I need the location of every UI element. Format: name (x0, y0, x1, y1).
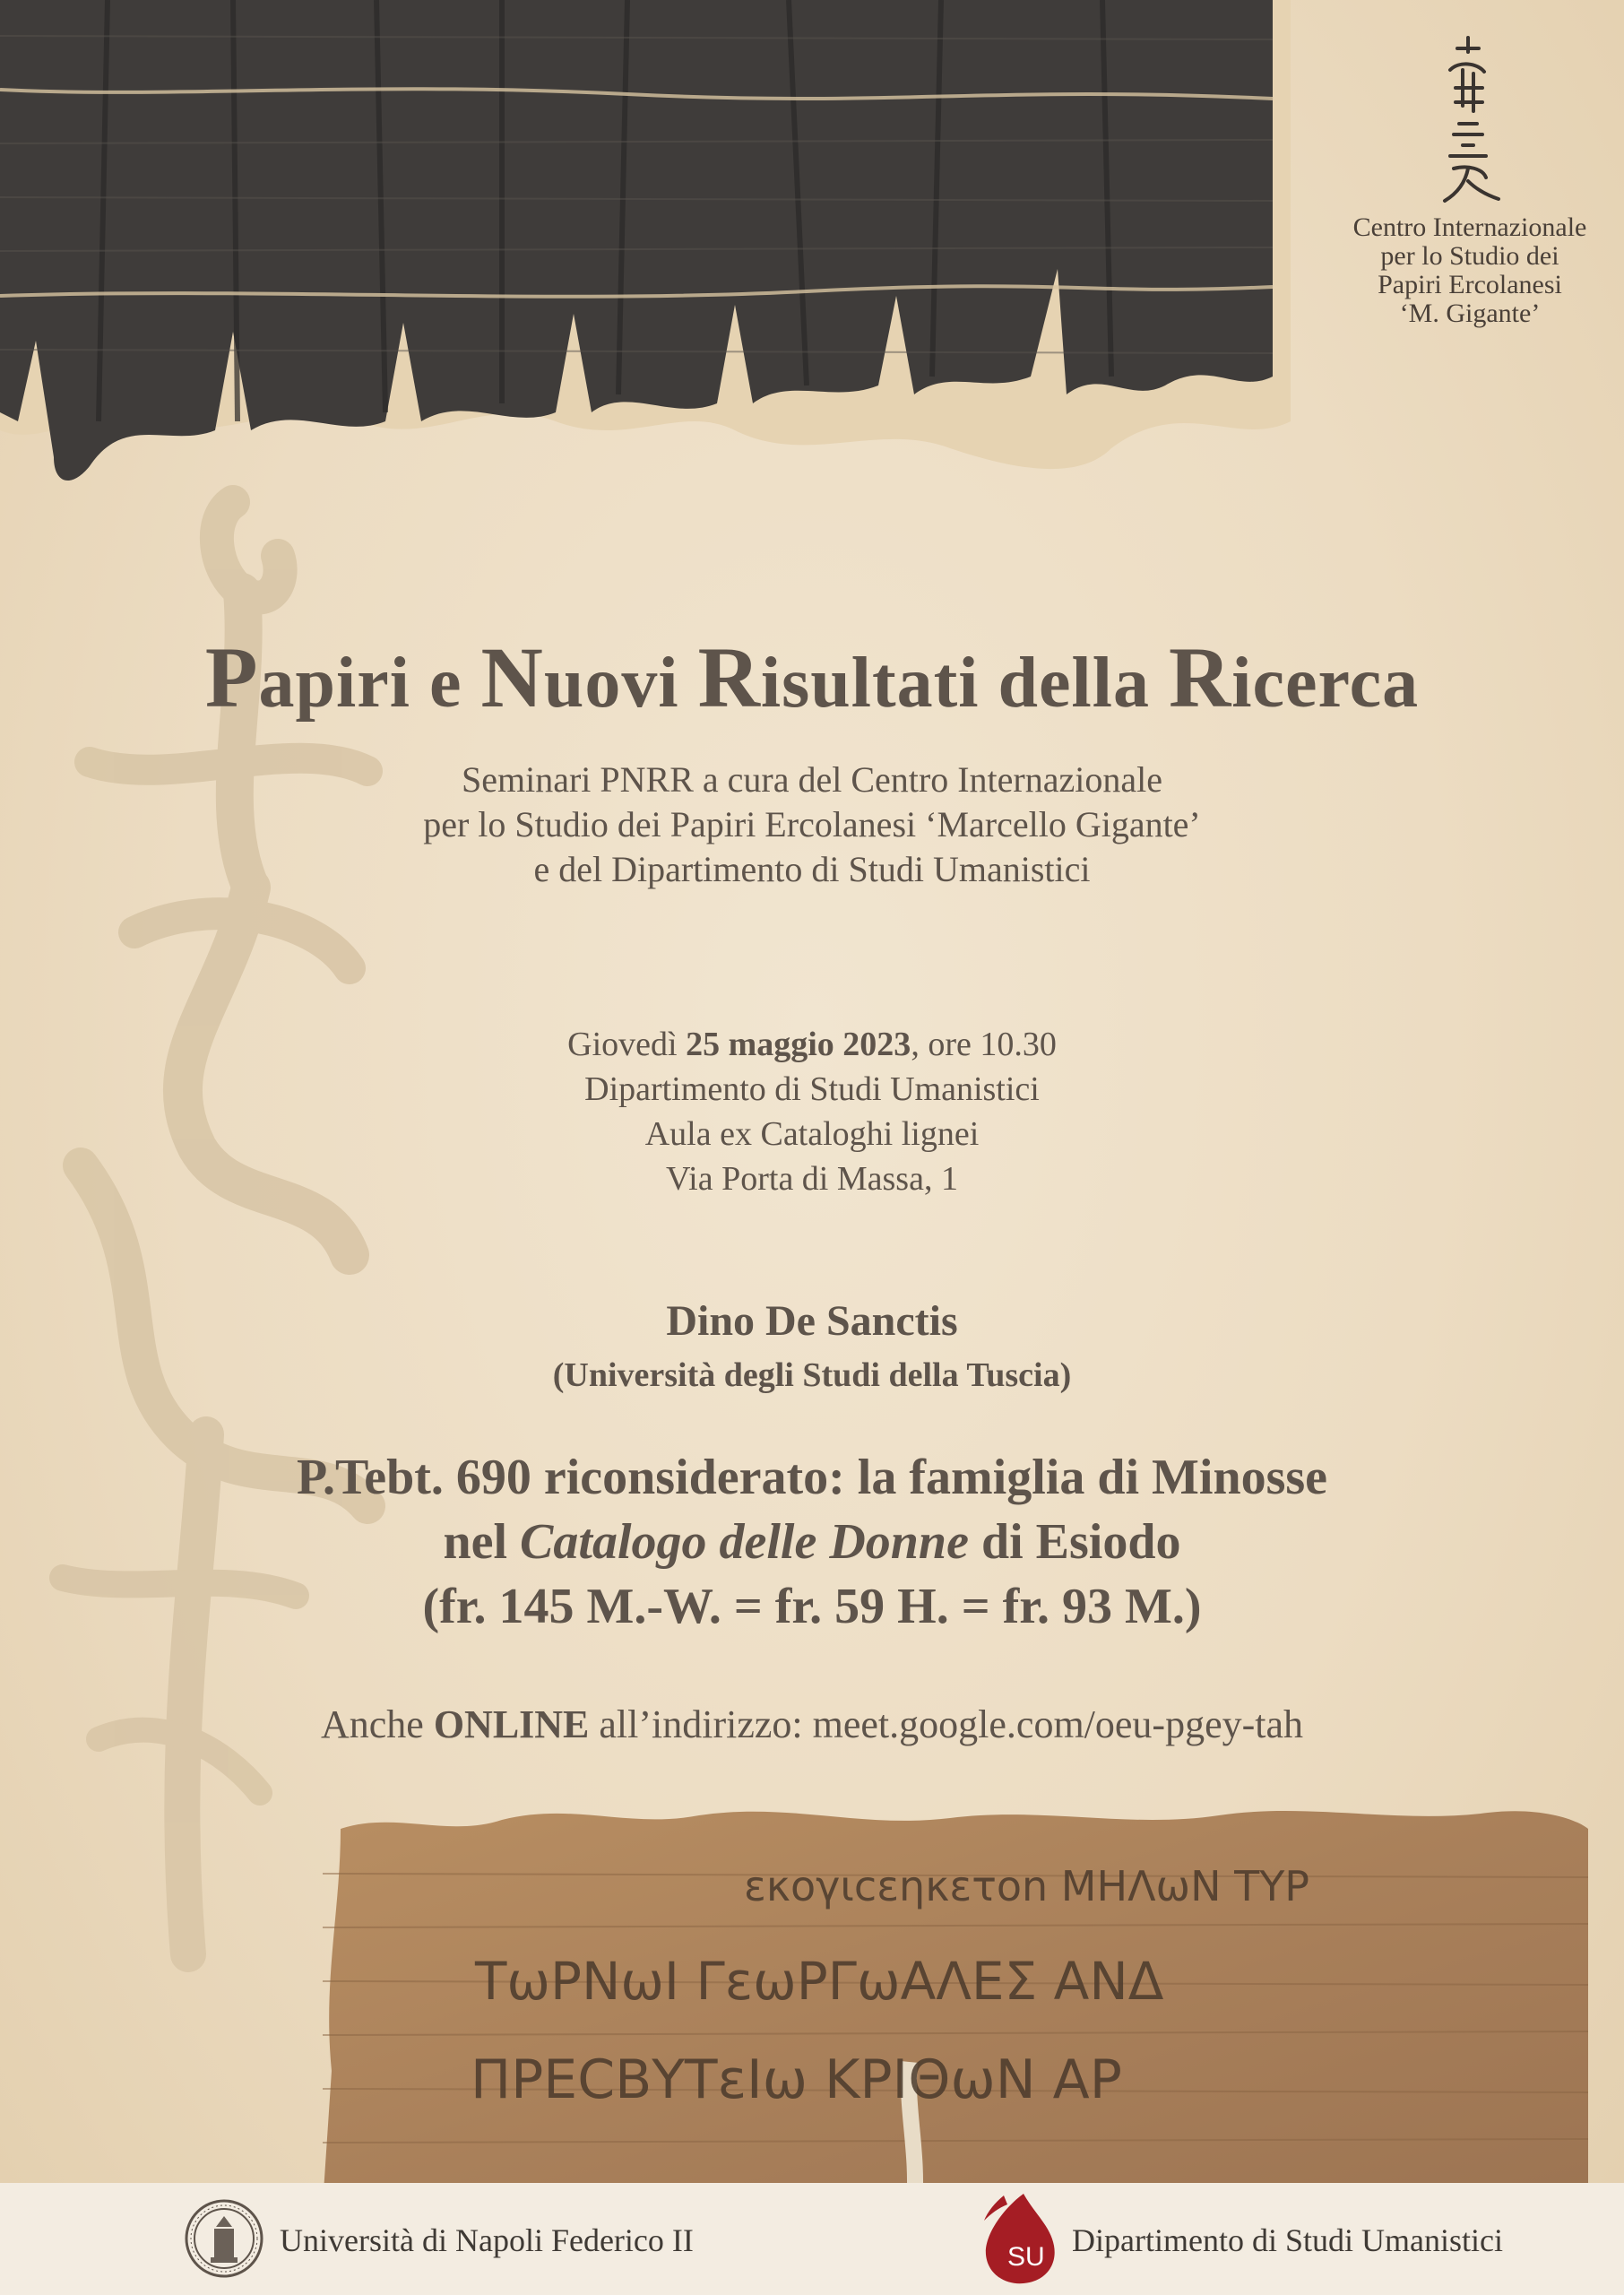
speaker-affiliation: (Università degli Studi della Tuscia) (552, 1356, 1072, 1394)
title-cap: R (1168, 629, 1232, 725)
talk-line: (fr. 145 M.-W. = fr. 59 H. = fr. 93 M.) (422, 1579, 1202, 1634)
svg-text:SU: SU (1007, 2242, 1045, 2272)
title-cap: R (697, 629, 761, 725)
university-seal-icon (184, 2198, 264, 2279)
online-link[interactable]: all’indirizzo: meet.google.com/oeu-pgey-tah (589, 1702, 1304, 1746)
papyrus-line-2: ΤωΡΝωΙ ΓεωΡΓωΑΛΕΣ ΑΝΔ (475, 1951, 1164, 2012)
papyrus-fragment-image (323, 1802, 1588, 2205)
subtitle-line: e del Dipartimento di Studi Umanistici (533, 849, 1091, 889)
subtitle-line: Seminari PNRR a cura del Centro Internazionale (462, 759, 1162, 800)
cispe-name (1326, 213, 1613, 328)
online-pre: Anche (320, 1702, 434, 1746)
online-bold: ONLINE (433, 1702, 590, 1746)
title-cap: N (480, 629, 544, 725)
talk-line (0, 1510, 1624, 1574)
event-room: Aula ex Cataloghi lignei (644, 1115, 980, 1153)
talk-text: di Esiodo (968, 1514, 1181, 1570)
cispe-name-line: Centro Internazionale (1352, 212, 1587, 242)
title-word: della (979, 644, 1169, 723)
subtitle-line: per lo Studio dei Papiri Ercolanesi ‘Marcello Gigante’ (423, 804, 1201, 844)
event-address: Via Porta di Massa, 1 (666, 1160, 958, 1198)
department-name: Dipartimento di Studi Umanistici (1072, 2222, 1503, 2258)
su-department-logo-icon (968, 2190, 1067, 2289)
title-word: uovi (543, 644, 698, 723)
cispe-name-line: Papiri Ercolanesi (1378, 270, 1562, 299)
page-title (0, 628, 1624, 727)
event-time: , ore 10.30 (911, 1026, 1057, 1063)
charred-papyrus-image (0, 0, 1291, 502)
cispe-calligraphy-icon (1432, 34, 1504, 204)
papyrus-line-3: ΠΡΕCΒΥΤεΙω ΚΡΙΘωΝ ΑΡ (471, 2048, 1122, 2111)
university-name: Università di Napoli Federico II (280, 2222, 694, 2258)
title-cap: P (204, 629, 259, 725)
online-info (0, 1702, 1624, 1747)
papyrus-line-1: εκογιcεηκετοn ΜΗΛωΝ ΤΥΡ (744, 1862, 1310, 1910)
cispe-name-line: per lo Studio dei (1380, 241, 1559, 271)
cispe-name-line: ‘M. Gigante’ (1399, 299, 1541, 328)
event-day: Giovedì (567, 1026, 678, 1063)
event-date: 25 maggio 2023 (686, 1026, 911, 1063)
talk-title (0, 1445, 1624, 1639)
event-date-line (0, 1022, 1624, 1067)
title-word: e (410, 644, 481, 723)
subtitle (0, 758, 1624, 892)
talk-line: P.Tebt. 690 riconsiderato: la famiglia di Minosse (296, 1450, 1328, 1505)
talk-text: nel (443, 1514, 521, 1570)
title-word: isultati (760, 644, 980, 723)
title-word: apiri (258, 644, 410, 723)
event-info (0, 1022, 1624, 1201)
title-word: icerca (1231, 644, 1420, 723)
talk-italic: Catalogo delle Donne (520, 1514, 969, 1570)
speaker-name: Dino De Sanctis (666, 1297, 958, 1345)
event-place: Dipartimento di Studi Umanistici (584, 1070, 1040, 1108)
